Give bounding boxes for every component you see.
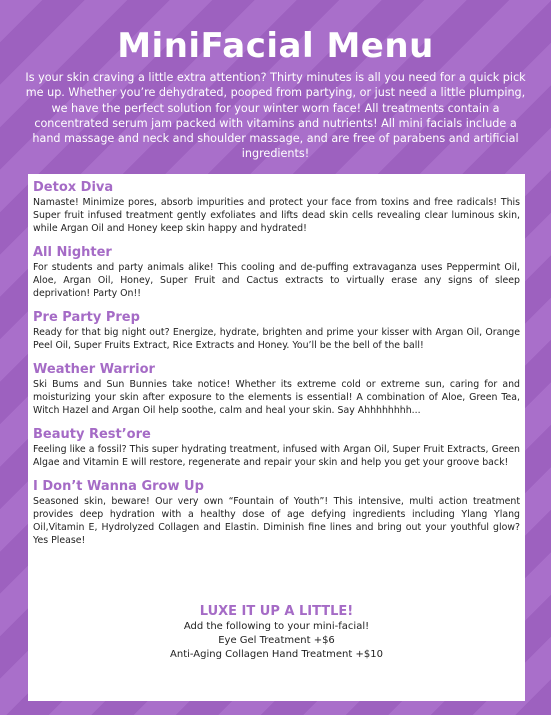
menu-item-detox-diva (33, 180, 520, 235)
addon-eye-gel: Eye Gel Treatment +$6 (218, 635, 335, 646)
menu-panel (28, 174, 525, 701)
menu-item-weather-warrior (33, 362, 520, 417)
menu-item-pre-party-prep (33, 310, 520, 352)
menu-item-all-nighter (33, 245, 520, 300)
menu-item-title: Detox Diva (33, 180, 114, 195)
menu-item-beauty-restore (33, 427, 520, 469)
luxe-title: LUXE IT UP A LITTLE! (199, 604, 354, 619)
page-title: MiniFacial Menu (117, 26, 434, 66)
luxe-addons-section (28, 603, 525, 662)
menu-item-title: Beauty Rest’ore (33, 427, 151, 442)
addon-collagen-hand: Anti-Aging Collagen Hand Treatment +$10 (170, 649, 383, 660)
menu-item-title: Pre Party Prep (33, 310, 140, 325)
menu-item-title: I Don’t Wanna Grow Up (33, 479, 204, 494)
intro-paragraph: Is your skin craving a little extra attention? Thirty minutes is all you need for a quick pick me up. Whether you’re dehydrated, pooped from partying, or just need a little plumping, we have the perfect solution for your winter worn face! All treatments contain a concentrated serum jam packed with vitamins and nutrients! All mini facials include a hand massage and neck and shoulder massage, and are free of parabens and artificial ingredients! (25, 71, 526, 161)
menu-item-description: Seasoned skin, beware! Our very own “Fountain of Youth”! This intensive, multi action treatment provides deep hydration with a healthy dose of age defying ingredients including Ylang Ylang Oil,Vitamin E, Hydrolyzed Collagen and Elastin. Diminish fine lines and bring out your youthful glow? Yes Please! (33, 496, 520, 546)
menu-item-description: Feeling like a fossil? This super hydrating treatment, infused with Argan Oil, Super Fruit Extracts, Green Algae and Vitamin E will restore, regenerate and repair your skin and help you get your groove back! (33, 444, 520, 468)
menu-item-title: All Nighter (33, 245, 112, 260)
menu-item-description: Ski Bums and Sun Bunnies take notice! Whether its extreme cold or extreme sun, caring for and moisturizing your skin after exposure to the elements is essential! A combination of Aloe, Green Tea, Witch Hazel and Argan Oil help soothe, calm and heal your skin. Say Ahhhhhhhh... (33, 379, 520, 416)
menu-item-description: Namaste! Minimize pores, absorb impurities and protect your face from toxins and free radicals! This Super fruit infused treatment gently exfoliates and lifts dead skin cells revealing clear luminous skin, while Argan Oil and Honey keep skin happy and hydrated! (33, 197, 520, 234)
luxe-subtitle: Add the following to your mini-facial! (183, 621, 370, 632)
menu-item-description: For students and party animals alike! This cooling and de-puffing extravaganza uses Peppermint Oil, Aloe, Argan Oil, Honey, Super Fruit and Cactus extracts to virtually erase any signs of sleep deprivation! Party On!! (33, 262, 520, 299)
menu-item-dont-wanna-grow-up (33, 479, 520, 547)
menu-item-description: Ready for that big night out? Energize, hydrate, brighten and prime your kisser with Argan Oil, Orange Peel Oil, Super Fruits Extract, Rice Extracts and Honey. You’ll be the bell of the ball! (33, 327, 520, 351)
menu-item-title: Weather Warrior (33, 362, 155, 377)
